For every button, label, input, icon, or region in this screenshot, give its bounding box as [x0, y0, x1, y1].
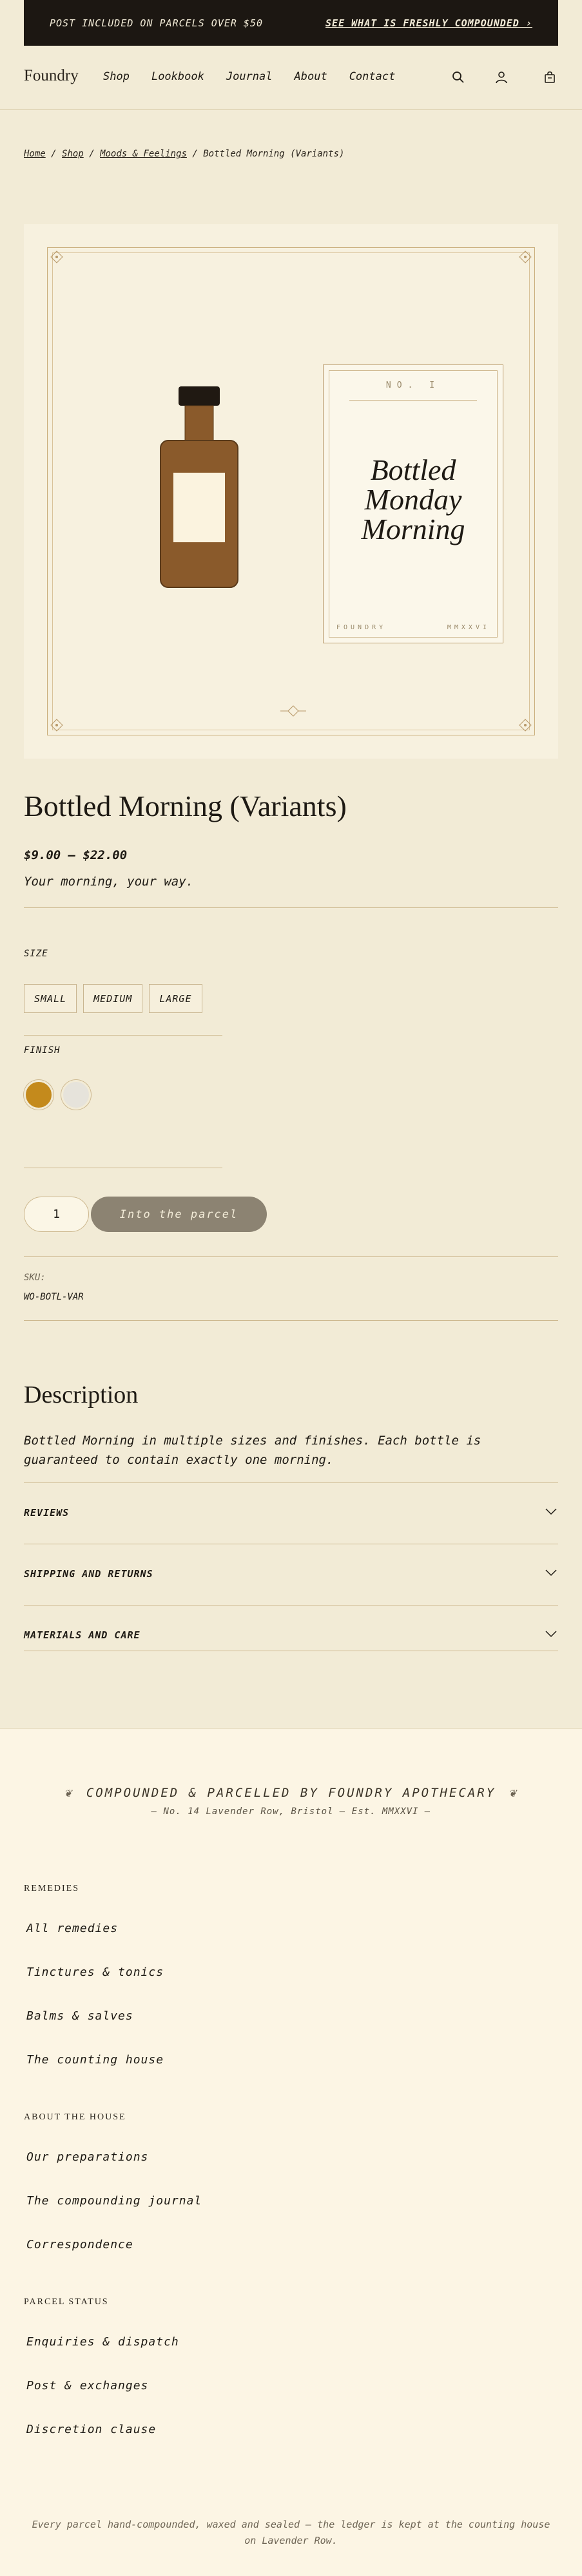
account-icon[interactable]: [494, 70, 509, 84]
divider: [24, 907, 558, 908]
sku-label: SKU:: [24, 1273, 46, 1283]
announcement-text: POST INCLUDED ON PARCELS OVER $50: [50, 17, 264, 29]
finish-label: FINISH: [24, 1045, 61, 1056]
breadcrumb-current: Bottled Morning (Variants): [203, 149, 345, 159]
breadcrumb-separator: /: [89, 149, 95, 159]
footer-link[interactable]: All remedies: [26, 1922, 119, 1935]
chevron-down-icon: [545, 1569, 557, 1577]
divider: [24, 1320, 558, 1321]
accordion-title: MATERIALS AND CARE: [24, 1629, 141, 1641]
sku-value: WO-BOTL-VAR: [24, 1292, 84, 1302]
logo[interactable]: Foundry: [24, 67, 79, 84]
description-heading: Description: [24, 1381, 139, 1408]
footer-heading-remedies: REMEDIES: [24, 1884, 79, 1893]
label-number: NO. I: [385, 381, 441, 390]
footer-link[interactable]: Discretion clause: [26, 2423, 157, 2436]
finish-swatch-amber[interactable]: [24, 1080, 53, 1110]
corner-ornament-icon: [518, 250, 532, 264]
bag-icon[interactable]: [543, 70, 557, 84]
site-footer: [0, 1728, 582, 2576]
footer-link[interactable]: Correspondence: [26, 2238, 133, 2251]
footer-link[interactable]: The counting house: [26, 2053, 164, 2067]
chevron-down-icon: [545, 1508, 557, 1515]
corner-ornament-icon: [518, 718, 532, 732]
fleuron-icon: ❦: [64, 1786, 73, 1800]
nav-lookbook[interactable]: Lookbook: [151, 70, 204, 83]
breadcrumb-collection[interactable]: Moods & Feelings: [100, 149, 187, 159]
site-header: [0, 46, 582, 110]
breadcrumb: [24, 149, 344, 159]
footer-note: Every parcel hand-compounded, waxed and sealed — the ledger is kept at the counting house on Lavender Row.: [32, 2519, 550, 2546]
footer-link[interactable]: The compounding journal: [26, 2194, 202, 2208]
breadcrumb-home[interactable]: Home: [24, 149, 46, 159]
product-title: Bottled Morning (Variants): [24, 790, 347, 822]
nav-about[interactable]: About: [294, 70, 327, 83]
chevron-down-icon: [545, 1630, 557, 1638]
footer-address: — No. 14 Lavender Row, Bristol — Est. MMXXVI —: [151, 1806, 431, 1817]
divider: [24, 1256, 558, 1257]
product-image[interactable]: [24, 224, 558, 759]
footer-heading-about: ABOUT THE HOUSE: [24, 2112, 126, 2122]
divider: [24, 1035, 222, 1036]
size-option-large[interactable]: LARGE: [149, 984, 202, 1013]
search-icon[interactable]: [451, 70, 465, 84]
breadcrumb-separator: /: [51, 149, 57, 159]
label-title: Bottled Monday Morning: [361, 453, 465, 545]
diamond-ornament-icon: [280, 705, 306, 717]
breadcrumb-shop[interactable]: Shop: [62, 149, 84, 159]
breadcrumb-separator: /: [192, 149, 198, 159]
announcement-link[interactable]: SEE WHAT IS FRESHLY COMPOUNDED ›: [325, 17, 532, 29]
footer-heading-parcel-status: PARCEL STATUS: [24, 2297, 109, 2307]
description-text: Bottled Morning in multiple sizes and finishes. Each bottle is guaranteed to contain exactly one morning.: [24, 1434, 481, 1467]
corner-ornament-icon: [50, 250, 64, 264]
size-label: SIZE: [24, 949, 48, 959]
main-nav: [103, 70, 417, 83]
footer-link[interactable]: Post & exchanges: [26, 2379, 149, 2392]
nav-journal[interactable]: Journal: [226, 70, 273, 83]
fleuron-icon: ❦: [509, 1786, 518, 1800]
footer-motto: ❦ COMPOUNDED & PARCELLED BY FOUNDRY APOTHECARY ❦: [64, 1786, 518, 1800]
add-to-parcel-button[interactable]: Into the parcel: [91, 1197, 267, 1232]
footer-link[interactable]: Our preparations: [26, 2150, 149, 2164]
accordion-shipping[interactable]: [24, 1544, 558, 1605]
size-option-small[interactable]: SMALL: [24, 984, 77, 1013]
size-option-medium[interactable]: MEDIUM: [83, 984, 142, 1013]
quantity-input[interactable]: 1: [24, 1197, 89, 1232]
product-price: $9.00 – $22.00: [24, 848, 128, 862]
product-tagline: Your morning, your way.: [24, 875, 194, 889]
nav-shop[interactable]: Shop: [103, 70, 130, 83]
corner-ornament-icon: [50, 718, 64, 732]
accordion-reviews[interactable]: [24, 1482, 558, 1544]
accordion-materials[interactable]: [24, 1605, 558, 1651]
size-options: [24, 984, 202, 1013]
label-footer: FOUNDRY MMXXVI: [336, 624, 490, 631]
footer-link[interactable]: Balms & salves: [26, 2009, 133, 2023]
footer-link[interactable]: Enquiries & dispatch: [26, 2335, 179, 2349]
bottle-illustration: [159, 386, 239, 589]
finish-swatch-pearl[interactable]: [61, 1080, 91, 1110]
announcement-bar: [24, 0, 558, 46]
accordion-title: SHIPPING AND RETURNS: [24, 1568, 153, 1580]
footer-link[interactable]: Tinctures & tonics: [26, 1965, 164, 1979]
label-card: [323, 365, 503, 643]
accordion-title: REVIEWS: [24, 1507, 70, 1519]
nav-contact[interactable]: Contact: [349, 70, 396, 83]
